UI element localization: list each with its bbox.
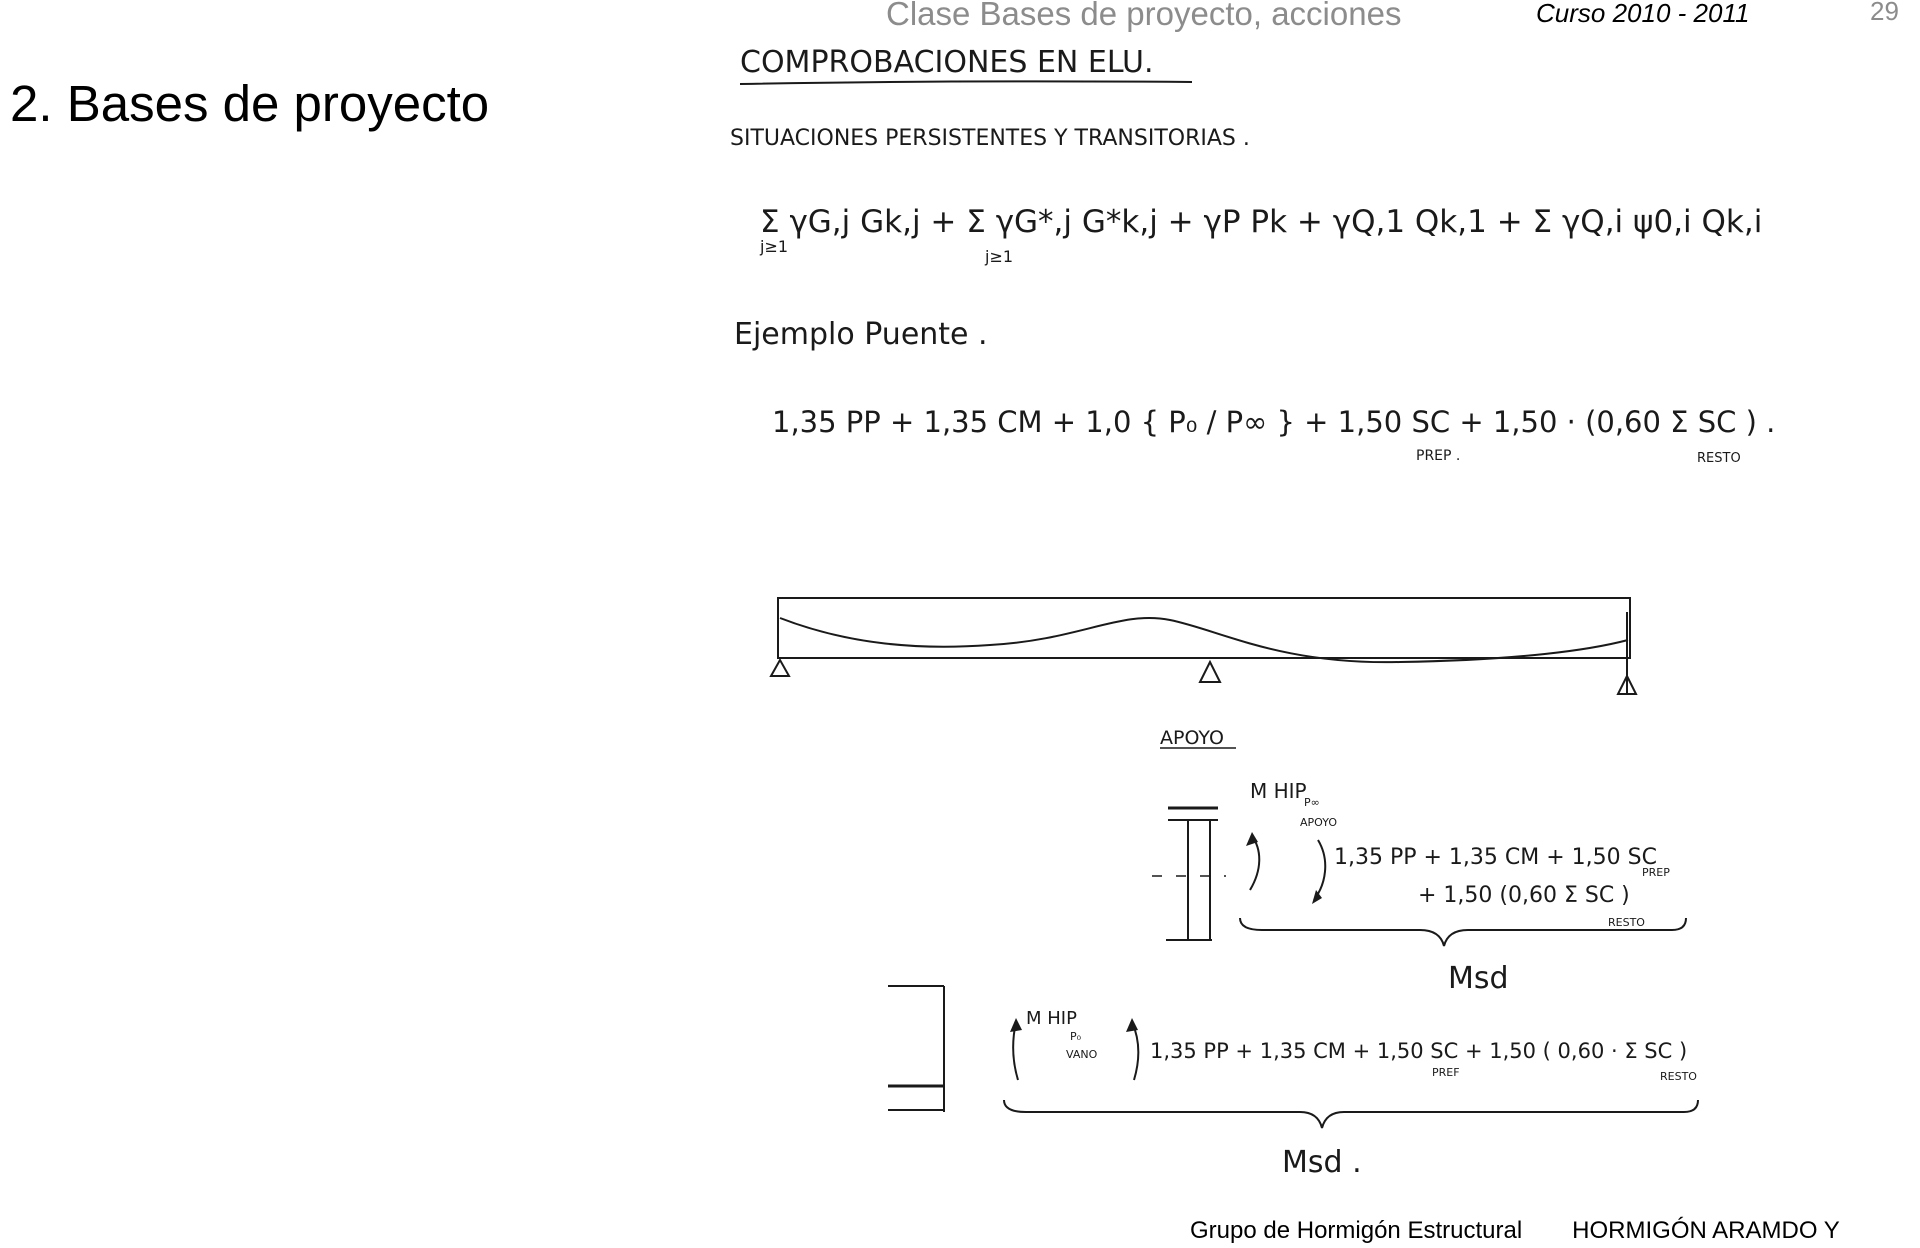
combination-formula: Σ γG,j Gk,j + Σ γG*,j G*k,j + γP Pk + γQ,1 Qk,1 + Σ γQ,i ψ0,i Qk,i — [760, 204, 1763, 240]
m-hip-span-sub1: P₀ — [1070, 1030, 1082, 1043]
formula-sub-j2: j≥1 — [985, 247, 1014, 266]
footer-group: Grupo de Hormigón Estructural — [1190, 1217, 1523, 1244]
support-formula-line1-sub: PREP — [1642, 866, 1670, 879]
support-formula-line2-sub: RESTO — [1608, 916, 1645, 929]
example-sub-prep: PREP . — [1416, 448, 1461, 464]
notes-heading: COMPROBACIONES EN ELU. — [740, 45, 1154, 80]
span-section-sketch — [888, 986, 1138, 1112]
support-label: APOYO — [1160, 727, 1224, 749]
support-formula-line1: 1,35 PP + 1,35 CM + 1,50 SC — [1334, 845, 1657, 870]
situations-label: SITUACIONES PERSISTENTES Y TRANSITORIAS . — [730, 126, 1250, 151]
span-brace — [1004, 1100, 1698, 1128]
msd-support: Msd — [1448, 961, 1509, 996]
example-label: Ejemplo Puente . — [734, 317, 988, 352]
footer-subject: HORMIGÓN ARAMDO Y — [1572, 1217, 1840, 1244]
bridge-beam-sketch — [771, 598, 1636, 694]
example-sub-resto: RESTO — [1697, 451, 1741, 466]
m-hip-support-sub2: APOYO — [1300, 816, 1337, 829]
support-middle — [1200, 662, 1220, 682]
formula-sub-j1: j≥1 — [760, 237, 789, 256]
slide-title: 2. Bases de proyecto — [10, 75, 490, 132]
m-hip-span: M HIP — [1026, 1008, 1077, 1029]
m-hip-span-sub2: VANO — [1066, 1048, 1098, 1061]
course-year: Curso 2010 - 2011 — [1536, 0, 1750, 28]
span-sub-resto: RESTO — [1660, 1070, 1697, 1083]
msd-span: Msd . — [1282, 1145, 1362, 1180]
m-hip-support: M HIP — [1250, 779, 1307, 803]
support-formula-line2: + 1,50 (0,60 Σ SC ) — [1418, 883, 1630, 908]
support-left — [771, 660, 789, 676]
example-formula: 1,35 PP + 1,35 CM + 1,0 { P₀ / P∞ } + 1,50 SC + 1,50 · (0,60 Σ SC ) . — [772, 405, 1776, 439]
footer — [1190, 1217, 1840, 1245]
span-sub-pref: PREF — [1432, 1066, 1460, 1079]
page-number: 29 — [1870, 0, 1899, 26]
course-header: Clase Bases de proyecto, acciones — [886, 0, 1402, 32]
span-formula: 1,35 PP + 1,35 CM + 1,50 SC + 1,50 ( 0,60 · Σ SC ) — [1150, 1039, 1688, 1063]
heading-underline — [740, 81, 1192, 84]
m-hip-support-sub1: P∞ — [1304, 796, 1320, 809]
